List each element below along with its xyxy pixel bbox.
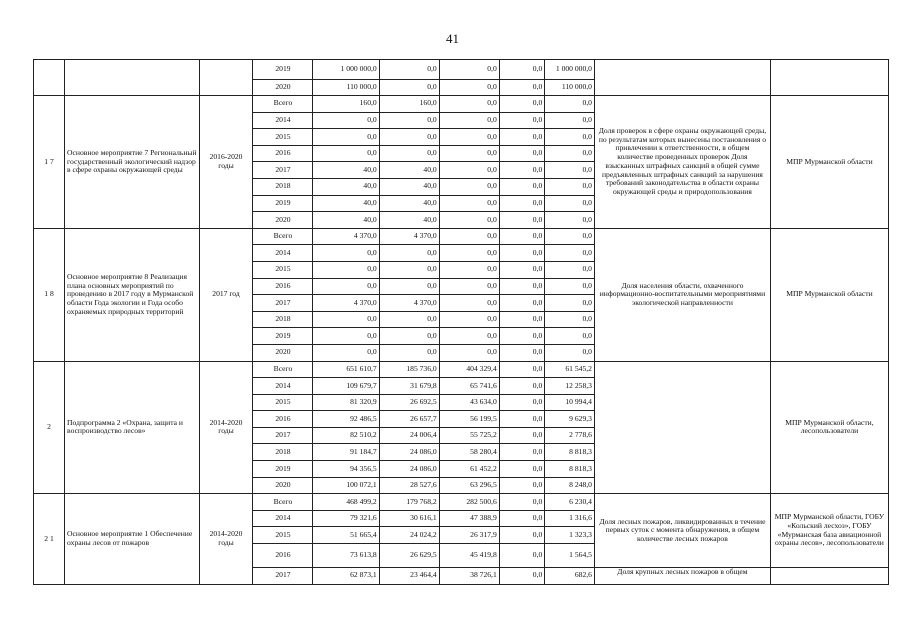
other-sources-cell: 0,0 xyxy=(545,162,595,179)
total-cell: 4 370,0 xyxy=(313,295,379,312)
regional-budget-cell: 31 679,8 xyxy=(379,378,439,395)
other-sources-cell: 61 545,2 xyxy=(545,361,595,378)
regional-budget-cell: 185 736,0 xyxy=(379,361,439,378)
local-budget-cell: 0,0 xyxy=(499,510,545,527)
federal-budget-cell: 0,0 xyxy=(439,328,499,345)
other-sources-cell: 1 316,6 xyxy=(545,510,595,527)
year-cell: Всего xyxy=(253,361,313,378)
section-indicator xyxy=(594,361,770,494)
federal-budget-cell: 0,0 xyxy=(439,295,499,312)
total-cell: 0,0 xyxy=(313,278,379,295)
total-cell: 0,0 xyxy=(313,344,379,361)
year-cell: 2019 xyxy=(253,461,313,478)
other-sources-cell: 6 230,4 xyxy=(545,494,595,511)
other-sources-cell: 8 818,3 xyxy=(545,461,595,478)
regional-budget-cell: 23 464,4 xyxy=(379,568,439,585)
total-cell: 109 679,7 xyxy=(313,378,379,395)
federal-budget-cell: 0,0 xyxy=(439,80,499,96)
local-budget-cell: 0,0 xyxy=(499,96,545,113)
regional-budget-cell: 40,0 xyxy=(379,162,439,179)
total-cell: 0,0 xyxy=(313,245,379,262)
other-sources-cell: 1 323,3 xyxy=(545,527,595,544)
regional-budget-cell: 0,0 xyxy=(379,129,439,146)
local-budget-cell: 0,0 xyxy=(499,112,545,129)
regional-budget-cell: 0,0 xyxy=(379,261,439,278)
other-sources-cell: 682,6 xyxy=(545,568,595,585)
other-sources-cell: 1 000 000,0 xyxy=(545,60,595,80)
local-budget-cell: 0,0 xyxy=(499,162,545,179)
local-budget-cell: 0,0 xyxy=(499,328,545,345)
executor-cell xyxy=(770,60,888,96)
section-period: 2016-2020 годы xyxy=(199,96,253,229)
year-cell: 2014 xyxy=(253,378,313,395)
total-cell: 4 370,0 xyxy=(313,228,379,245)
year-cell: 2018 xyxy=(253,178,313,195)
number-cell xyxy=(34,60,65,96)
regional-budget-cell: 4 370,0 xyxy=(379,228,439,245)
year-cell: 2015 xyxy=(253,129,313,146)
regional-budget-cell: 0,0 xyxy=(379,328,439,345)
local-budget-cell: 0,0 xyxy=(499,129,545,146)
year-cell: 2020 xyxy=(253,212,313,229)
other-sources-cell: 0,0 xyxy=(545,228,595,245)
section-period: 2017 год xyxy=(199,228,253,361)
section-executor: МПР Мурманской области xyxy=(770,228,888,361)
federal-budget-cell: 61 452,2 xyxy=(439,461,499,478)
other-sources-cell: 0,0 xyxy=(545,145,595,162)
year-cell: 2020 xyxy=(253,344,313,361)
local-budget-cell: 0,0 xyxy=(499,378,545,395)
section-executor: МПР Мурманской области, лесопользователи xyxy=(770,361,888,494)
federal-budget-cell: 0,0 xyxy=(439,245,499,262)
local-budget-cell: 0,0 xyxy=(499,544,545,568)
regional-budget-cell: 40,0 xyxy=(379,212,439,229)
year-cell: 2015 xyxy=(253,527,313,544)
period-cell xyxy=(199,60,253,96)
total-cell: 110 000,0 xyxy=(313,80,379,96)
year-cell: 2014 xyxy=(253,510,313,527)
regional-budget-cell: 4 370,0 xyxy=(379,295,439,312)
year-cell: 2016 xyxy=(253,278,313,295)
total-cell: 0,0 xyxy=(313,311,379,328)
federal-budget-cell: 0,0 xyxy=(439,212,499,229)
other-sources-cell: 1 564,5 xyxy=(545,544,595,568)
other-sources-cell: 0,0 xyxy=(545,328,595,345)
year-cell: Всего xyxy=(253,494,313,511)
total-cell: 0,0 xyxy=(313,328,379,345)
local-budget-cell: 0,0 xyxy=(499,444,545,461)
executor-cell-continued xyxy=(770,568,888,585)
year-cell: 2016 xyxy=(253,145,313,162)
local-budget-cell: 0,0 xyxy=(499,394,545,411)
local-budget-cell: 0,0 xyxy=(499,195,545,212)
other-sources-cell: 2 778,6 xyxy=(545,427,595,444)
section-name: Основное мероприятие 8 Реализация плана основных мероприятий по проведению в 2017 году в Мурманской области Года экологии и Года особо охраняемых природных территорий xyxy=(65,228,200,361)
total-cell: 651 610,7 xyxy=(313,361,379,378)
section-indicator: Доля лесных пожаров, ликвидированных в течение первых суток с момента обнаружения, в общем количестве лесных пожаров xyxy=(594,494,770,568)
federal-budget-cell: 404 329,4 xyxy=(439,361,499,378)
section-indicator: Доля проверок в сфере охраны окружающей среды, по результатам которых вынесены постановления о привлечении к ответственности, в общем количестве проведенных проверок Доля взысканных штрафных санкций в общей сумме предъявленных штрафных санкций за нарушения требований законодательства в области охраны окружающей среды и природопользования xyxy=(594,96,770,229)
regional-budget-cell: 179 768,2 xyxy=(379,494,439,511)
federal-budget-cell: 0,0 xyxy=(439,311,499,328)
year-cell: 2018 xyxy=(253,311,313,328)
regional-budget-cell: 0,0 xyxy=(379,112,439,129)
other-sources-cell: 0,0 xyxy=(545,212,595,229)
year-cell: 2016 xyxy=(253,411,313,428)
table-row xyxy=(34,96,889,113)
federal-budget-cell: 0,0 xyxy=(439,162,499,179)
other-sources-cell: 0,0 xyxy=(545,278,595,295)
section-period: 2014-2020 годы xyxy=(199,494,253,584)
federal-budget-cell: 0,0 xyxy=(439,178,499,195)
other-sources-cell: 10 994,4 xyxy=(545,394,595,411)
section-executor: МПР Мурманской области xyxy=(770,96,888,229)
section-indicator-continued: Доля крупных лесных пожаров в общем xyxy=(594,568,770,585)
regional-budget-cell: 26 629,5 xyxy=(379,544,439,568)
section-number: 1 8 xyxy=(34,228,65,361)
year-cell: 2017 xyxy=(253,427,313,444)
year-cell: 2019 xyxy=(253,328,313,345)
table-row xyxy=(34,60,889,80)
program-table xyxy=(33,59,889,585)
regional-budget-cell: 0,0 xyxy=(379,344,439,361)
total-cell: 40,0 xyxy=(313,178,379,195)
total-cell: 40,0 xyxy=(313,212,379,229)
total-cell: 91 184,7 xyxy=(313,444,379,461)
federal-budget-cell: 0,0 xyxy=(439,112,499,129)
total-cell: 0,0 xyxy=(313,145,379,162)
federal-budget-cell: 0,0 xyxy=(439,228,499,245)
year-cell: 2014 xyxy=(253,245,313,262)
federal-budget-cell: 58 280,4 xyxy=(439,444,499,461)
other-sources-cell: 0,0 xyxy=(545,344,595,361)
other-sources-cell: 0,0 xyxy=(545,295,595,312)
total-cell: 51 665,4 xyxy=(313,527,379,544)
section-period: 2014-2020 годы xyxy=(199,361,253,494)
local-budget-cell: 0,0 xyxy=(499,60,545,80)
federal-budget-cell: 65 741,6 xyxy=(439,378,499,395)
section-executor: МПР Мурманской области, ГОБУ «Кольский лесхоз», ГОБУ «Мурманская база авиационной охраны лесов», лесопользователи xyxy=(770,494,888,568)
local-budget-cell: 0,0 xyxy=(499,427,545,444)
table-row xyxy=(34,494,889,511)
total-cell: 160,0 xyxy=(313,96,379,113)
federal-budget-cell: 0,0 xyxy=(439,129,499,146)
local-budget-cell: 0,0 xyxy=(499,568,545,585)
regional-budget-cell: 40,0 xyxy=(379,178,439,195)
other-sources-cell: 0,0 xyxy=(545,195,595,212)
regional-budget-cell: 24 024,2 xyxy=(379,527,439,544)
regional-budget-cell: 0,0 xyxy=(379,278,439,295)
year-cell: 2015 xyxy=(253,394,313,411)
local-budget-cell: 0,0 xyxy=(499,80,545,96)
section-name: Основное мероприятие 7 Региональный государственный экологический надзор в сфере охраны окружающей среды xyxy=(65,96,200,229)
regional-budget-cell: 24 086,0 xyxy=(379,461,439,478)
total-cell: 94 356,5 xyxy=(313,461,379,478)
federal-budget-cell: 0,0 xyxy=(439,96,499,113)
total-cell: 92 486,5 xyxy=(313,411,379,428)
federal-budget-cell: 26 317,9 xyxy=(439,527,499,544)
federal-budget-cell: 63 296,5 xyxy=(439,477,499,494)
total-cell: 1 000 000,0 xyxy=(313,60,379,80)
local-budget-cell: 0,0 xyxy=(499,461,545,478)
other-sources-cell: 0,0 xyxy=(545,129,595,146)
local-budget-cell: 0,0 xyxy=(499,145,545,162)
local-budget-cell: 0,0 xyxy=(499,411,545,428)
table-row xyxy=(34,361,889,378)
local-budget-cell: 0,0 xyxy=(499,295,545,312)
regional-budget-cell: 40,0 xyxy=(379,195,439,212)
page-number: 41 xyxy=(446,31,459,46)
total-cell: 0,0 xyxy=(313,261,379,278)
regional-budget-cell: 30 616,1 xyxy=(379,510,439,527)
local-budget-cell: 0,0 xyxy=(499,212,545,229)
federal-budget-cell: 0,0 xyxy=(439,344,499,361)
total-cell: 0,0 xyxy=(313,129,379,146)
federal-budget-cell: 0,0 xyxy=(439,195,499,212)
total-cell: 82 510,2 xyxy=(313,427,379,444)
local-budget-cell: 0,0 xyxy=(499,344,545,361)
local-budget-cell: 0,0 xyxy=(499,477,545,494)
federal-budget-cell: 0,0 xyxy=(439,145,499,162)
other-sources-cell: 0,0 xyxy=(545,245,595,262)
year-cell: 2016 xyxy=(253,544,313,568)
year-cell: 2015 xyxy=(253,261,313,278)
federal-budget-cell: 38 726,1 xyxy=(439,568,499,585)
federal-budget-cell: 55 725,2 xyxy=(439,427,499,444)
federal-budget-cell: 282 500,6 xyxy=(439,494,499,511)
local-budget-cell: 0,0 xyxy=(499,311,545,328)
year-cell: 2019 xyxy=(253,60,313,80)
regional-budget-cell: 0,0 xyxy=(379,311,439,328)
federal-budget-cell: 0,0 xyxy=(439,261,499,278)
federal-budget-cell: 43 634,0 xyxy=(439,394,499,411)
regional-budget-cell: 0,0 xyxy=(379,60,439,80)
year-cell: 2020 xyxy=(253,80,313,96)
other-sources-cell: 0,0 xyxy=(545,311,595,328)
total-cell: 40,0 xyxy=(313,195,379,212)
regional-budget-cell: 0,0 xyxy=(379,245,439,262)
regional-budget-cell: 26 657,7 xyxy=(379,411,439,428)
federal-budget-cell: 0,0 xyxy=(439,278,499,295)
local-budget-cell: 0,0 xyxy=(499,494,545,511)
year-cell: 2014 xyxy=(253,112,313,129)
regional-budget-cell: 24 006,4 xyxy=(379,427,439,444)
total-cell: 0,0 xyxy=(313,112,379,129)
section-number: 2 xyxy=(34,361,65,494)
regional-budget-cell: 24 086,0 xyxy=(379,444,439,461)
regional-budget-cell: 28 527,6 xyxy=(379,477,439,494)
year-cell: 2019 xyxy=(253,195,313,212)
year-cell: 2017 xyxy=(253,295,313,312)
section-name: Подпрограмма 2 «Охрана, защита и воспроизводство лесов» xyxy=(65,361,200,494)
other-sources-cell: 9 629,3 xyxy=(545,411,595,428)
total-cell: 79 321,6 xyxy=(313,510,379,527)
total-cell: 40,0 xyxy=(313,162,379,179)
total-cell: 73 613,8 xyxy=(313,544,379,568)
local-budget-cell: 0,0 xyxy=(499,178,545,195)
year-cell: 2017 xyxy=(253,162,313,179)
other-sources-cell: 0,0 xyxy=(545,261,595,278)
section-number: 2 1 xyxy=(34,494,65,584)
regional-budget-cell: 0,0 xyxy=(379,80,439,96)
other-sources-cell: 8 818,3 xyxy=(545,444,595,461)
year-cell: 2018 xyxy=(253,444,313,461)
section-indicator: Доля населения области, охваченного информационно-воспитательными мероприятиями экологической направленности xyxy=(594,228,770,361)
total-cell: 62 873,1 xyxy=(313,568,379,585)
federal-budget-cell: 47 388,9 xyxy=(439,510,499,527)
other-sources-cell: 110 000,0 xyxy=(545,80,595,96)
local-budget-cell: 0,0 xyxy=(499,361,545,378)
regional-budget-cell: 160,0 xyxy=(379,96,439,113)
federal-budget-cell: 0,0 xyxy=(439,60,499,80)
year-cell: Всего xyxy=(253,96,313,113)
local-budget-cell: 0,0 xyxy=(499,228,545,245)
local-budget-cell: 0,0 xyxy=(499,527,545,544)
section-name: Основное мероприятие 1 Обеспечение охраны лесов от пожаров xyxy=(65,494,200,584)
section-number: 1 7 xyxy=(34,96,65,229)
table-row xyxy=(34,228,889,245)
other-sources-cell: 8 248,0 xyxy=(545,477,595,494)
local-budget-cell: 0,0 xyxy=(499,245,545,262)
year-cell: 2017 xyxy=(253,568,313,585)
total-cell: 100 072,1 xyxy=(313,477,379,494)
regional-budget-cell: 0,0 xyxy=(379,145,439,162)
total-cell: 81 320,9 xyxy=(313,394,379,411)
other-sources-cell: 12 258,3 xyxy=(545,378,595,395)
regional-budget-cell: 26 692,5 xyxy=(379,394,439,411)
year-cell: Всего xyxy=(253,228,313,245)
other-sources-cell: 0,0 xyxy=(545,178,595,195)
name-cell xyxy=(65,60,200,96)
other-sources-cell: 0,0 xyxy=(545,112,595,129)
other-sources-cell: 0,0 xyxy=(545,96,595,113)
indicator-cell xyxy=(594,60,770,96)
local-budget-cell: 0,0 xyxy=(499,278,545,295)
federal-budget-cell: 56 199,5 xyxy=(439,411,499,428)
year-cell: 2020 xyxy=(253,477,313,494)
total-cell: 468 499,2 xyxy=(313,494,379,511)
federal-budget-cell: 45 419,8 xyxy=(439,544,499,568)
local-budget-cell: 0,0 xyxy=(499,261,545,278)
